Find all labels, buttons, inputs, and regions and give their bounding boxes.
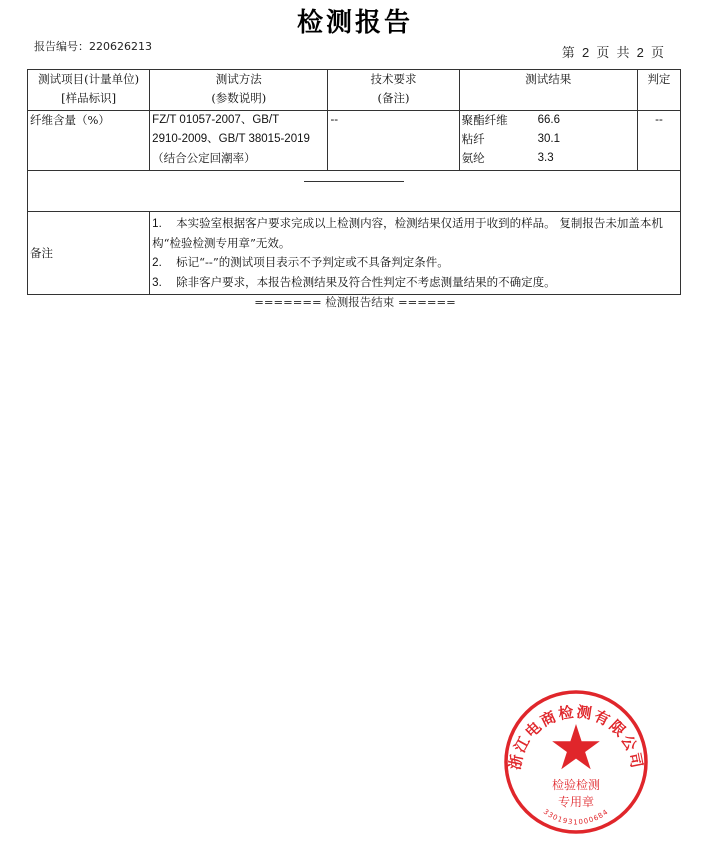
page-total: 2 [636, 45, 644, 60]
note-text: 除非客户要求，本报告检测结果及符合性判定不考虑测量结果的不确定度。 [176, 275, 556, 289]
result-line [462, 111, 635, 130]
notes-content [150, 212, 681, 295]
header-requirement-line1: 技术要求 [370, 72, 417, 86]
note-text: 本实验室根据客户要求完成以上检测内容，检测结果仅适用于收到的样品。 复制报告未加盖本机构“检验检测专用章”无效。 [152, 216, 663, 250]
result-fiber-value: 66.6 [537, 114, 561, 126]
star-icon [552, 724, 600, 769]
result-fiber-name: 氨纶 [461, 151, 485, 165]
method-line1: FZ/T 01057-2007、GB/T [152, 114, 280, 126]
header-test-method-line1: 测试方法 [215, 72, 262, 86]
notes-row [28, 212, 681, 295]
result-line [462, 130, 635, 149]
result-cell [459, 111, 637, 171]
report-number-value: 220626213 [89, 40, 152, 53]
official-seal [502, 688, 650, 836]
test-result-table [27, 69, 681, 295]
header-requirement [328, 70, 459, 111]
result-fiber-value: 3.3 [537, 152, 554, 164]
page-label-2: 页 共 [596, 46, 630, 61]
result-line [462, 149, 635, 168]
result-fiber-name: 粘纤 [461, 132, 485, 146]
judgment-cell: -- [637, 111, 680, 171]
note-text: 标记“--”的测试项目表示不予判定或不具备判定条件。 [176, 255, 449, 269]
requirement-cell: -- [328, 111, 459, 171]
divider-line [304, 181, 404, 182]
note-item [152, 253, 678, 273]
report-number-label: 报告编号： [34, 40, 89, 53]
seal-center-line1: 检验检测 [551, 778, 601, 792]
note-number: 1. [152, 218, 162, 230]
test-method-cell [150, 111, 328, 171]
result-fiber-name: 聚酯纤维 [461, 113, 508, 127]
header-test-method-line2: (参数说明) [211, 91, 267, 105]
note-item [152, 273, 678, 293]
note-number: 3. [152, 277, 162, 289]
report-end-marker: ======= 检测报告结束 ====== [254, 295, 456, 309]
seal-org-name: 浙江电商检测有限公司 [505, 702, 647, 772]
seal-code: 3301931000684 [541, 807, 611, 827]
page-label-1: 第 [561, 46, 575, 61]
method-line2: 2910-2009、GB/T 38015-2019 [152, 133, 310, 145]
page-current: 2 [581, 45, 590, 60]
header-test-item-line1: 测试项目(计量单位) [38, 72, 140, 86]
spacer-row [28, 171, 681, 212]
page-indicator [562, 42, 664, 61]
notes-label: 备注 [28, 212, 150, 295]
spacer-cell [28, 171, 681, 212]
seal-center-line2: 专用章 [557, 795, 595, 809]
table-header-row [28, 70, 681, 111]
report-number [34, 38, 152, 54]
test-item-cell: 纤维含量（%） [28, 111, 150, 171]
note-number: 2. [152, 257, 162, 269]
result-fiber-value: 30.1 [537, 133, 561, 145]
header-test-result: 测试结果 [459, 70, 637, 111]
header-requirement-line2: (备注) [377, 91, 410, 105]
table-row [28, 111, 681, 171]
note-item [152, 214, 678, 253]
header-test-method [150, 70, 328, 111]
page-label-3: 页 [650, 46, 664, 61]
report-title: 检测报告 [296, 8, 413, 38]
header-test-item [28, 70, 150, 111]
seal-ring [506, 692, 646, 832]
header-test-item-line2: [样品标识] [61, 91, 117, 105]
header-judgment: 判定 [637, 70, 680, 111]
method-line3: （结合公定回潮率） [152, 151, 256, 165]
